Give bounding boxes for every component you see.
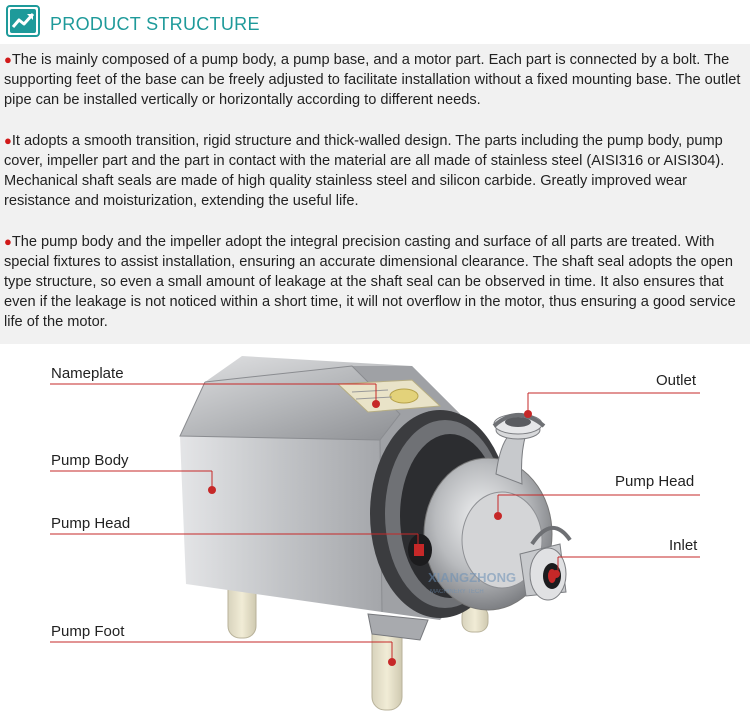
marker-dot [208,486,216,494]
description-section [0,44,750,344]
description-paragraph [4,50,746,110]
bullet-icon: ● [4,234,12,249]
marker-dot [552,570,560,578]
pump-body-label: Pump Body [51,452,129,469]
pump-head-right-label: Pump Head [615,473,695,490]
marker-dot [524,410,532,418]
pump-head-left-label: Pump Head [51,515,131,532]
product-diagram [0,344,750,719]
bullet-icon: ● [4,133,12,148]
watermark: XIANGZHONG [428,570,517,585]
page-header [0,0,750,46]
paragraph-text: It adopts a smooth transition, rigid structure and thick-walled design. The parts including the pump body, pump cover, impeller part and the part in contact with the material are all made of stainless steel (AISI316 or AISI304). Mechanical shaft seals are made of high quality stainless steel and silicon carbide. Greatly improved wear resistance and moisturization, extending the useful life. [4,133,725,209]
description-paragraph [4,232,746,332]
inlet-label: Inlet [669,537,698,554]
bullet-icon: ● [4,52,12,67]
outlet-label: Outlet [656,372,697,389]
marker-dot [494,512,502,520]
paragraph-text: The is mainly composed of a pump body, a pump base, and a motor part. Each part is connected by a bolt. The supporting feet of the base can be freely adjusted to facilitate installation without a fixed mounting base. The outlet pipe can be installed vertically or horizontally according to different needs. [4,52,741,108]
square-chart-logo-icon [6,5,40,37]
nameplate-label: Nameplate [51,365,124,382]
page-title: PRODUCT STRUCTURE [50,14,260,34]
pump-foot-label: Pump Foot [51,623,125,640]
description-paragraph [4,131,746,211]
watermark-subtitle: MACHINERY TECH [430,589,484,595]
marker-dot [388,658,396,666]
paragraph-text: The pump body and the impeller adopt the integral precision casting and surface of all parts are treated. With special fixtures to assist installation, ensuring an accurate dimensional clearance. The shaft seal adopts the open type structure, so even a small amount of leakage at the shaft seal can be observed in time. It also ensures that even if the leakage is not noticed within a short time, it will not overflow in the motor, thus ensuring a good service life of the motor. [4,234,736,330]
